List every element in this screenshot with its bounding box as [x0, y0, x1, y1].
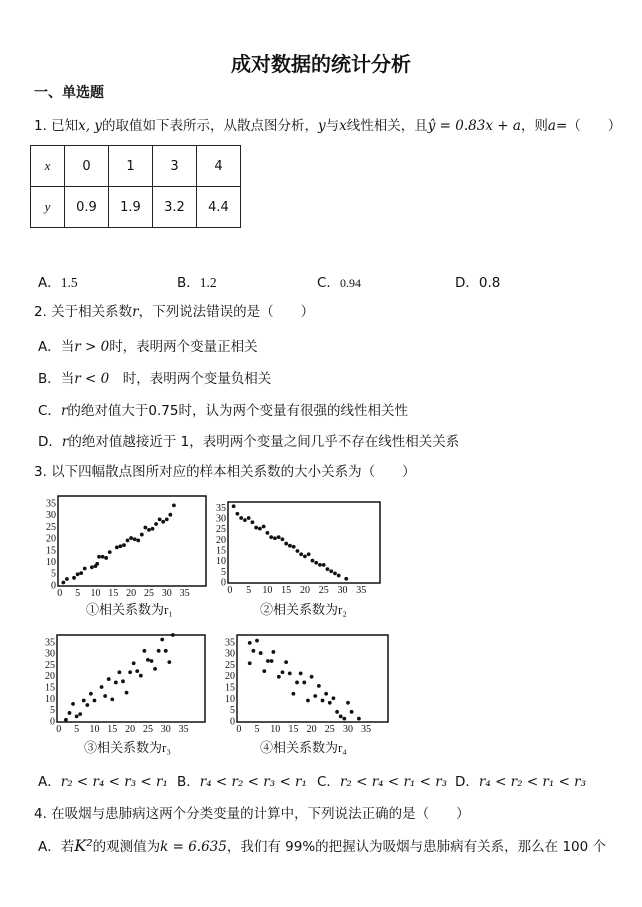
y-tick-label: 30 — [46, 510, 56, 522]
data-point — [83, 567, 87, 571]
option-letter: D． — [38, 434, 62, 450]
x-tick-label: 0 — [57, 588, 63, 599]
y-tick-label: 35 — [46, 498, 56, 510]
data-point — [299, 672, 303, 676]
table-cell: 1.9 — [109, 187, 153, 228]
data-point — [115, 546, 119, 550]
data-point — [270, 659, 274, 663]
option-letter: C． — [38, 403, 61, 419]
data-point — [335, 710, 339, 714]
y-tick-label: 0 — [51, 580, 56, 592]
y-tick-label: 25 — [45, 659, 55, 671]
data-point — [281, 670, 285, 674]
question-3-stem: 3. 以下四幅散点图所对应的样本相关系数的大小关系为（ ） — [34, 464, 416, 480]
x-tick-label: 25 — [142, 724, 153, 735]
data-point — [121, 679, 125, 683]
q3-option-a[interactable] — [38, 770, 168, 790]
data-point — [277, 675, 281, 679]
y-tick-label: 20 — [46, 533, 56, 545]
x-tick-label: 30 — [337, 585, 348, 596]
data-point — [79, 571, 83, 575]
data-point — [310, 675, 314, 679]
data-point — [251, 649, 255, 653]
option-letter: B． — [177, 275, 200, 291]
x-tick-label: 0 — [56, 724, 62, 735]
q1-text: =（ ） — [555, 118, 622, 134]
data-point — [122, 543, 126, 547]
data-point — [269, 535, 273, 539]
data-point — [110, 698, 114, 702]
q2-option-c[interactable] — [38, 399, 408, 419]
data-point — [72, 576, 76, 580]
option-text: 时，表明两个变量正相关 — [109, 339, 258, 355]
y-tick-label: 20 — [225, 671, 235, 683]
data-point — [118, 670, 122, 674]
data-point — [262, 669, 266, 673]
plot-frame — [237, 635, 388, 722]
option-math: K² — [74, 836, 93, 855]
plot-2-caption: ②相关系数为r₂ — [260, 602, 347, 617]
data-point — [100, 685, 104, 689]
data-point — [248, 641, 252, 645]
data-point — [284, 542, 288, 546]
y-tick-label: 35 — [225, 637, 235, 649]
q2-option-a[interactable] — [38, 335, 258, 355]
table-cell: 0 — [65, 146, 109, 187]
q1-option-b[interactable] — [177, 271, 217, 291]
option-letter: A． — [38, 275, 61, 291]
q2-option-b[interactable] — [38, 367, 271, 387]
data-point — [68, 711, 72, 715]
data-point — [132, 661, 136, 665]
data-point — [342, 717, 346, 721]
x-tick-label: 30 — [160, 724, 171, 735]
section-heading: 一、单选题 — [34, 85, 104, 101]
q3-option-d[interactable] — [455, 770, 586, 790]
table-cell: 3.2 — [153, 187, 197, 228]
data-point — [104, 556, 108, 560]
data-point — [306, 699, 310, 703]
option-math: k = 6.635 — [160, 839, 227, 855]
q1-math: a — [547, 118, 556, 134]
option-text: 的绝对值大于0.75时，认为两个变量有很强的线性相关性 — [67, 403, 408, 419]
y-tick-label: 10 — [216, 556, 226, 568]
data-point — [151, 527, 155, 531]
y-tick-label: 35 — [45, 637, 55, 649]
data-point — [108, 550, 112, 554]
q1-math: x — [339, 118, 347, 134]
data-point — [158, 517, 162, 521]
option-letter: C． — [317, 275, 340, 291]
data-point — [82, 699, 86, 703]
option-text: 1.5 — [60, 275, 78, 290]
x-tick-label: 10 — [89, 724, 100, 735]
plot-frame — [228, 502, 380, 583]
option-text: 当 — [60, 371, 75, 387]
data-point — [140, 533, 144, 537]
data-point — [250, 520, 254, 524]
y-tick-label: 0 — [221, 577, 226, 589]
y-tick-label: 15 — [216, 545, 226, 557]
x-tick-label: 25 — [143, 588, 154, 599]
data-point — [346, 701, 350, 705]
table-row — [31, 187, 241, 228]
data-point — [61, 581, 65, 585]
table-cell: 3 — [153, 146, 197, 187]
data-point — [143, 526, 147, 530]
table-row — [31, 146, 241, 187]
data-point — [292, 545, 296, 549]
data-point — [139, 674, 143, 678]
option-text: r₄ < r₂ < r₃ < r₁ — [199, 774, 307, 790]
q4-option-a[interactable] — [38, 835, 606, 855]
data-point — [284, 660, 288, 664]
data-point — [119, 544, 123, 548]
q1-formula: ŷ = 0.83x + a — [427, 118, 521, 134]
data-point — [168, 513, 172, 517]
data-point — [266, 659, 270, 663]
y-tick-label: 5 — [51, 568, 56, 580]
q1-math: y — [318, 118, 326, 134]
data-point — [288, 544, 292, 548]
data-point — [97, 555, 101, 559]
question-4-stem: 4. 在吸烟与患肺病这两个分类变量的计算中，下列说法正确的是（ ） — [34, 806, 470, 822]
data-point — [333, 572, 337, 576]
q1-text: 与 — [325, 118, 340, 134]
data-point — [142, 649, 146, 653]
x-tick-label: 20 — [126, 588, 137, 599]
option-text: r₂ < r₄ < r₁ < r₃ — [339, 774, 448, 790]
data-point — [357, 717, 361, 721]
q1-option-c[interactable] — [317, 271, 361, 291]
x-tick-label: 15 — [281, 585, 292, 596]
data-point — [313, 694, 317, 698]
x-tick-label: 20 — [125, 724, 136, 735]
option-letter: C． — [317, 774, 340, 790]
y-tick-label: 15 — [46, 545, 56, 557]
x-tick-label: 5 — [254, 724, 260, 735]
data-point — [291, 692, 295, 696]
x-tick-label: 0 — [236, 724, 242, 735]
data-point — [258, 527, 262, 531]
x-tick-label: 35 — [361, 724, 372, 735]
data-point — [165, 517, 169, 521]
y-tick-label: 15 — [45, 682, 55, 694]
data-point — [254, 526, 258, 530]
data-point — [337, 574, 341, 578]
x-tick-label: 35 — [356, 585, 367, 596]
y-tick-label: 5 — [50, 705, 55, 717]
x-tick-label: 10 — [270, 724, 281, 735]
y-tick-label: 10 — [46, 556, 56, 568]
data-point — [259, 651, 263, 655]
data-point — [350, 710, 354, 714]
option-letter: B． — [177, 774, 200, 790]
y-tick-label: 30 — [45, 648, 55, 660]
data-point — [129, 536, 133, 540]
data-point — [277, 535, 281, 539]
plot-4-caption: ④相关系数为r₄ — [260, 740, 347, 755]
option-text: 0.8 — [478, 275, 501, 291]
data-point — [107, 677, 111, 681]
table-cell: x — [31, 146, 65, 187]
x-tick-label: 15 — [108, 588, 119, 599]
data-point — [161, 520, 165, 524]
data-point — [322, 563, 326, 567]
data-point — [344, 577, 348, 581]
data-point — [90, 565, 94, 569]
x-tick-label: 15 — [107, 724, 118, 735]
data-point — [271, 650, 275, 654]
y-tick-label: 15 — [225, 682, 235, 694]
data-point — [281, 537, 285, 541]
option-text: 0.94 — [339, 276, 361, 290]
q2-option-d[interactable] — [38, 430, 459, 450]
table-cell: 4.4 — [197, 187, 241, 228]
data-point — [243, 518, 247, 522]
data-point — [339, 714, 343, 718]
option-text: r₄ < r₂ < r₁ < r₃ — [478, 774, 587, 790]
option-text: 若 — [60, 839, 75, 855]
data-point — [164, 649, 168, 653]
data-point — [311, 559, 315, 563]
scatter-plot-2 — [210, 498, 390, 602]
x-tick-label: 20 — [299, 585, 310, 596]
y-tick-label: 25 — [225, 659, 235, 671]
question-2-stem — [34, 300, 314, 320]
data-point — [288, 672, 292, 676]
option-text: ，我们有 99%的把握认为吸烟与患肺病有关系，那么在 100 个 — [226, 839, 607, 855]
y-tick-label: 20 — [45, 671, 55, 683]
data-point — [101, 555, 105, 559]
y-tick-label: 5 — [221, 566, 226, 578]
page-title: 成对数据的统计分析 — [231, 52, 411, 76]
q1-text: 的取值如下表所示，从散点图分析， — [102, 118, 318, 134]
q2-text: ，下列说法错误的是（ ） — [138, 304, 315, 320]
x-tick-label: 35 — [179, 588, 190, 599]
y-tick-label: 20 — [216, 534, 226, 546]
x-tick-label: 0 — [227, 585, 233, 596]
data-point — [307, 552, 311, 556]
data-point — [303, 554, 307, 558]
y-tick-label: 0 — [50, 716, 55, 728]
data-point — [71, 702, 75, 706]
y-tick-label: 35 — [216, 502, 226, 514]
data-point — [239, 516, 243, 520]
table-cell: 0.9 — [65, 187, 109, 228]
data-point — [64, 718, 68, 722]
data-point — [150, 659, 154, 663]
y-tick-label: 30 — [216, 513, 226, 525]
data-point — [326, 567, 330, 571]
data-point — [76, 572, 80, 576]
data-point — [89, 692, 93, 696]
data-point — [235, 512, 239, 516]
data-point — [332, 696, 336, 700]
q1-text: 1. 已知 — [34, 118, 79, 134]
plot-3-caption: ③相关系数为r₃ — [84, 740, 171, 755]
table-cell: 1 — [109, 146, 153, 187]
option-text: r₂ < r₄ < r₃ < r₁ — [60, 774, 168, 790]
data-point — [114, 681, 118, 685]
data-point — [128, 670, 132, 674]
data-point — [321, 699, 325, 703]
y-tick-label: 0 — [230, 716, 235, 728]
x-tick-label: 25 — [324, 724, 335, 735]
data-point — [147, 528, 151, 532]
scatter-plot-3 — [40, 630, 220, 738]
data-point — [314, 561, 318, 565]
data-point — [299, 552, 303, 556]
data-point — [295, 681, 299, 685]
option-math: r — [60, 403, 68, 419]
data-point — [302, 681, 306, 685]
table-cell: y — [31, 187, 65, 228]
data-point — [232, 504, 236, 508]
option-letter: A． — [38, 839, 61, 855]
x-tick-label: 35 — [178, 724, 189, 735]
data-point — [153, 667, 157, 671]
data-point — [136, 539, 140, 543]
data-point — [171, 633, 175, 637]
data-point — [247, 516, 251, 520]
option-letter: A． — [38, 339, 61, 355]
data-point — [157, 649, 161, 653]
x-tick-label: 15 — [288, 724, 299, 735]
data-point — [324, 692, 328, 696]
data-point — [146, 658, 150, 662]
data-point — [126, 539, 130, 543]
option-text: 的观测值为 — [92, 839, 161, 855]
q1-text: 线性相关，且 — [346, 118, 428, 134]
y-tick-label: 25 — [216, 524, 226, 536]
plot-1-caption: ①相关系数为r₁ — [86, 602, 173, 617]
data-point — [172, 503, 176, 507]
option-text: 时，表明两个变量负相关 — [109, 371, 272, 387]
option-letter: A． — [38, 774, 61, 790]
q1-option-d[interactable] — [455, 271, 500, 291]
option-text: 的绝对值越接近于 1，表明两个变量之间几乎不存在线性相关关系 — [68, 434, 460, 450]
data-point — [255, 639, 259, 643]
x-tick-label: 10 — [262, 585, 273, 596]
data-point — [329, 569, 333, 573]
table-cell: 4 — [197, 146, 241, 187]
x-tick-label: 5 — [74, 724, 80, 735]
data-point — [154, 522, 158, 526]
data-point — [266, 531, 270, 535]
y-tick-label: 10 — [45, 693, 55, 705]
data-point — [85, 703, 89, 707]
y-tick-label: 5 — [230, 705, 235, 717]
option-letter: B． — [38, 371, 61, 387]
x-tick-label: 30 — [342, 724, 353, 735]
x-tick-label: 20 — [306, 724, 317, 735]
q3-option-c[interactable] — [317, 770, 447, 790]
data-point — [135, 669, 139, 673]
option-text: 当 — [60, 339, 75, 355]
data-point — [273, 536, 277, 540]
data-point — [65, 577, 69, 581]
data-point — [248, 661, 252, 665]
scatter-plot-4 — [218, 630, 398, 738]
q1-math: x, y — [78, 118, 102, 134]
data-point — [318, 563, 322, 567]
option-text: 1.2 — [199, 275, 217, 290]
question-1-stem — [34, 114, 621, 134]
data-point — [78, 712, 82, 716]
y-tick-label: 10 — [225, 693, 235, 705]
option-letter: D． — [455, 275, 479, 291]
y-tick-label: 30 — [225, 648, 235, 660]
option-math: r > 0 — [74, 339, 110, 355]
option-letter: D． — [455, 774, 479, 790]
data-point — [317, 684, 321, 688]
option-math: r — [61, 434, 69, 450]
x-tick-label: 5 — [246, 585, 252, 596]
option-math: r < 0 — [74, 371, 110, 387]
data-point — [160, 638, 164, 642]
data-point — [93, 699, 97, 703]
data-point — [262, 525, 266, 529]
data-point — [95, 562, 99, 566]
data-point — [167, 660, 171, 664]
data-point — [125, 691, 129, 695]
q2-math: r — [132, 304, 139, 320]
y-tick-label: 25 — [46, 521, 56, 533]
q2-text: 2. 关于相关系数 — [34, 304, 133, 320]
x-tick-label: 30 — [161, 588, 172, 599]
q1-text: ，则 — [520, 118, 548, 134]
data-point — [133, 537, 137, 541]
x-tick-label: 10 — [90, 588, 101, 599]
plot-frame — [57, 635, 205, 722]
x-tick-label: 5 — [75, 588, 81, 599]
q1-data-table — [30, 145, 241, 228]
data-point — [296, 549, 300, 553]
data-point — [328, 701, 332, 705]
x-tick-label: 25 — [318, 585, 329, 596]
q1-option-a[interactable] — [38, 271, 78, 291]
scatter-plot-1 — [40, 492, 220, 602]
data-point — [75, 714, 79, 718]
data-point — [103, 694, 107, 698]
q3-option-b[interactable] — [177, 770, 307, 790]
